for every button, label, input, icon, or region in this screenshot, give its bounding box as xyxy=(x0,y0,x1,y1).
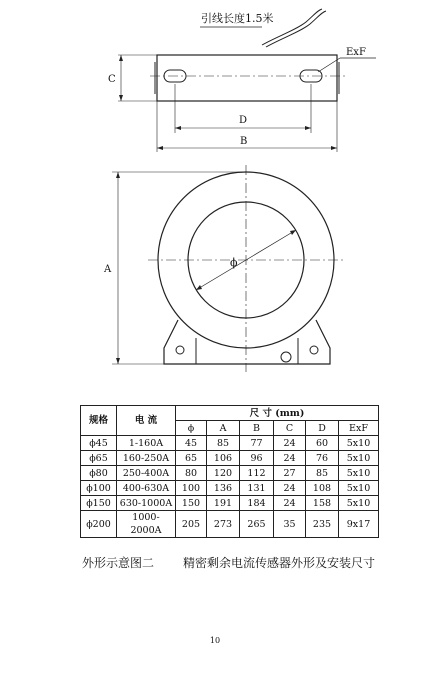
table-row xyxy=(81,451,379,466)
table-cell: 24 xyxy=(274,436,306,451)
table-cell: 235 xyxy=(306,511,339,538)
figure-caption-title: 精密剩余电流传感器外形及安装尺寸 xyxy=(183,556,376,570)
table-cell: 205 xyxy=(176,511,207,538)
table-cell: 5x10 xyxy=(339,481,379,496)
table-cell: 24 xyxy=(274,451,306,466)
table-cell: 96 xyxy=(240,451,274,466)
table-cell: 77 xyxy=(240,436,274,451)
table-cell: 24 xyxy=(274,481,306,496)
header-col-a: A xyxy=(207,421,240,436)
mount-hole-left xyxy=(176,346,184,354)
table-cell: 27 xyxy=(274,466,306,481)
dim-c-label: C xyxy=(108,74,116,85)
table-cell: 136 xyxy=(207,481,240,496)
table-cell: ϕ65 xyxy=(81,451,117,466)
table-cell: 400-630A xyxy=(117,481,176,496)
table-cell: 5x10 xyxy=(339,466,379,481)
table-cell: 9x17 xyxy=(339,511,379,538)
header-col-b: B xyxy=(240,421,274,436)
table-cell: 76 xyxy=(306,451,339,466)
table-cell: 65 xyxy=(176,451,207,466)
table-cell: 5x10 xyxy=(339,436,379,451)
table-cell: ϕ80 xyxy=(81,466,117,481)
dim-b-label: B xyxy=(240,136,248,147)
sensor-body-top xyxy=(157,55,337,101)
table-cell: 85 xyxy=(306,466,339,481)
table-cell: 630-1000A xyxy=(117,496,176,511)
header-dimensions: 尺 寸 (mm) xyxy=(176,406,379,421)
top-view xyxy=(108,9,376,152)
dim-a-label: A xyxy=(104,264,112,275)
table-cell: 45 xyxy=(176,436,207,451)
table-cell: 5x10 xyxy=(339,496,379,511)
table-row xyxy=(81,436,379,451)
header-spec: 规格 xyxy=(81,406,117,436)
table-cell: 184 xyxy=(240,496,274,511)
table-cell: 108 xyxy=(306,481,339,496)
phi-label: ϕ xyxy=(230,256,238,269)
table-cell: ϕ45 xyxy=(81,436,117,451)
table-row xyxy=(81,466,379,481)
table-cell: 191 xyxy=(207,496,240,511)
table-cell: 160-250A xyxy=(117,451,176,466)
table-cell: 60 xyxy=(306,436,339,451)
lead-wire-2 xyxy=(266,11,326,47)
lead-outlet xyxy=(281,352,291,362)
table-cell: 5x10 xyxy=(339,451,379,466)
table-cell: 131 xyxy=(240,481,274,496)
table-cell: 158 xyxy=(306,496,339,511)
page-number: 10 xyxy=(209,636,221,645)
table-cell: ϕ100 xyxy=(81,481,117,496)
front-view xyxy=(103,165,346,372)
header-col-phi: ϕ xyxy=(176,421,207,436)
lead-length-label: 引线长度1.5米 xyxy=(201,12,274,25)
dim-d-label: D xyxy=(239,115,248,126)
header-col-d: D xyxy=(306,421,339,436)
header-col-exf: ExF xyxy=(339,421,379,436)
table-cell: 80 xyxy=(176,466,207,481)
table-cell: 250-400A xyxy=(117,466,176,481)
mount-hole-right xyxy=(310,346,318,354)
table-cell: 85 xyxy=(207,436,240,451)
table-cell: 100 xyxy=(176,481,207,496)
table-cell: 273 xyxy=(207,511,240,538)
table-cell: 150 xyxy=(176,496,207,511)
spec-table xyxy=(80,405,379,538)
table-cell: 265 xyxy=(240,511,274,538)
table-cell: 35 xyxy=(274,511,306,538)
table-cell: ϕ200 xyxy=(81,511,117,538)
figure-caption-label: 外形示意图二 xyxy=(82,556,155,570)
header-col-c: C xyxy=(274,421,306,436)
table-row xyxy=(81,511,379,538)
table-cell: ϕ150 xyxy=(81,496,117,511)
table-cell: 112 xyxy=(240,466,274,481)
table-cell: 1-160A xyxy=(117,436,176,451)
spec-table-body xyxy=(81,436,379,538)
table-cell: 120 xyxy=(207,466,240,481)
table-row xyxy=(81,496,379,511)
header-current: 电 流 xyxy=(117,406,176,436)
table-row xyxy=(81,481,379,496)
table-cell: 24 xyxy=(274,496,306,511)
table-cell: 1000-2000A xyxy=(117,511,176,538)
table-cell: 106 xyxy=(207,451,240,466)
exf-label: ExF xyxy=(346,47,366,58)
